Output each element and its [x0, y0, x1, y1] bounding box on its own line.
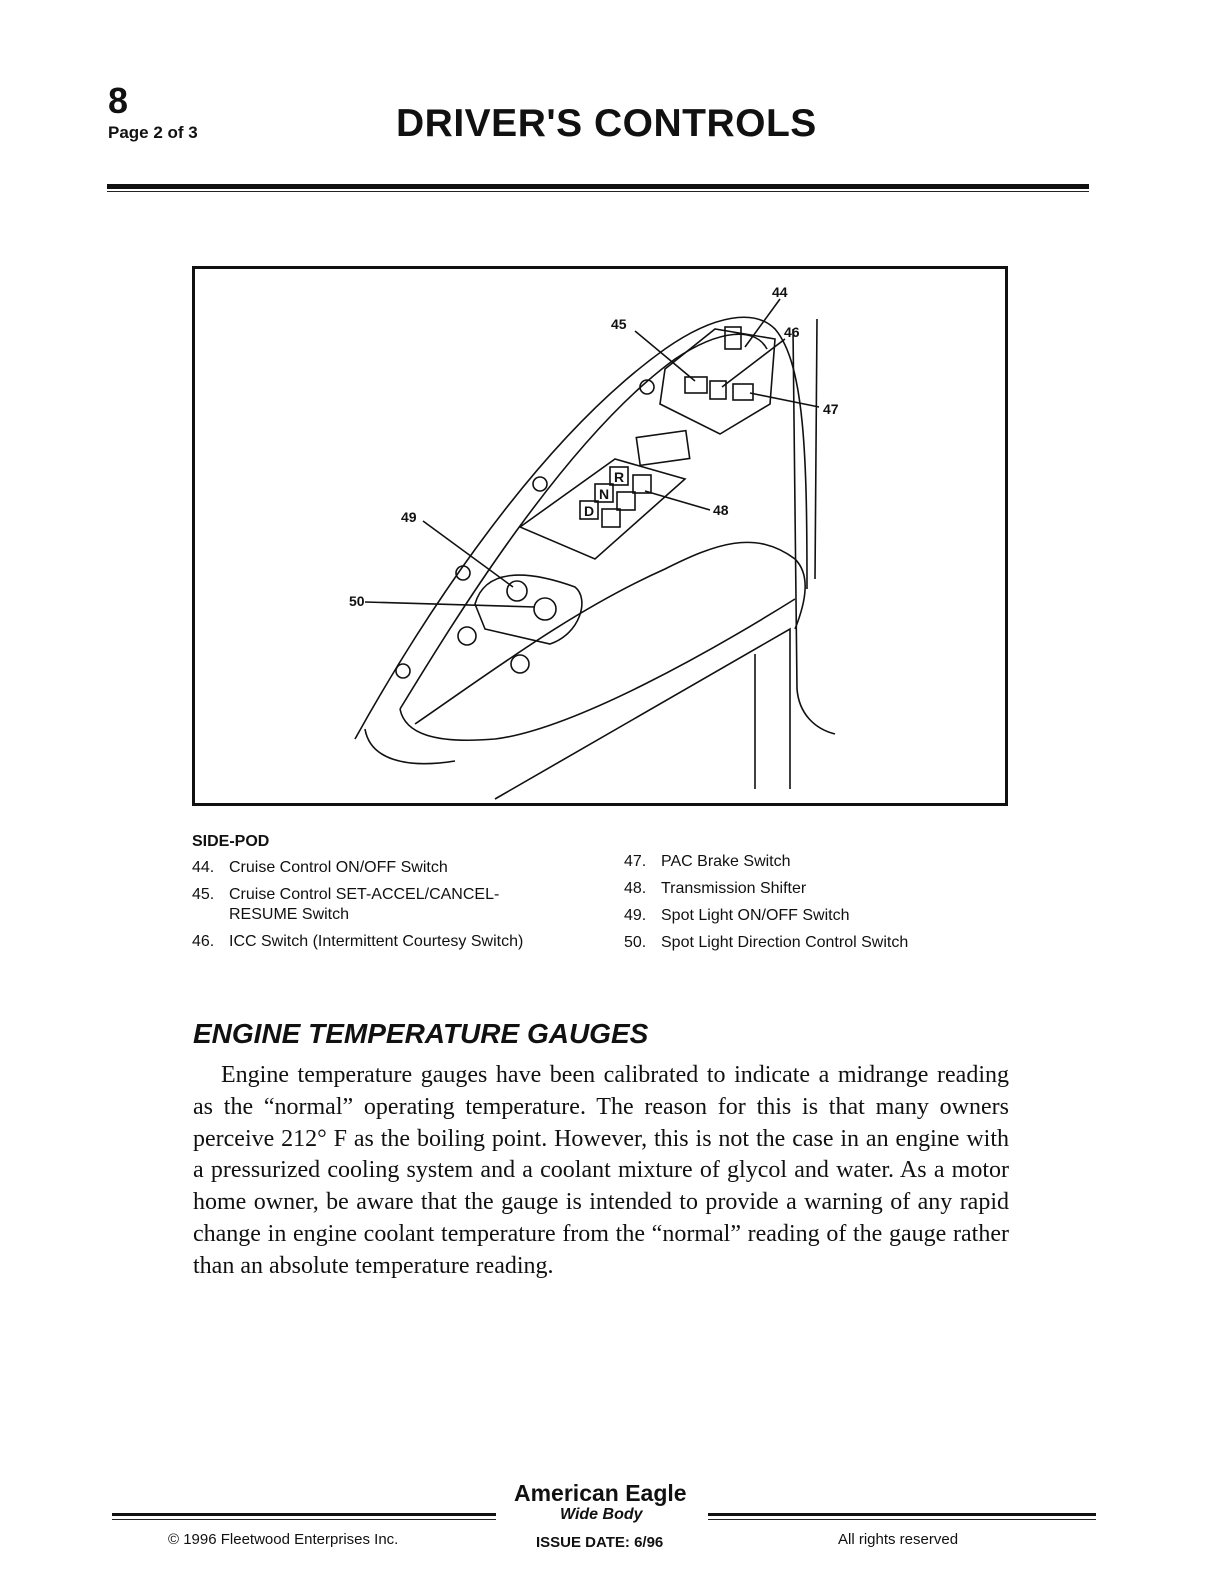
console-bezel: [400, 334, 767, 709]
shifter-label-d: D: [584, 503, 595, 519]
right-post: [793, 329, 835, 734]
legend-item-text: ICC Switch (Intermittent Courtesy Switch): [229, 933, 524, 950]
icc-switch: [710, 381, 726, 399]
legend-item-number: 47.: [624, 853, 647, 870]
screw: [396, 664, 410, 678]
callout-44: 44: [772, 284, 788, 300]
legend-item: [624, 848, 984, 875]
callout-50: 50: [349, 593, 365, 609]
side-pod-illustration: [195, 269, 1005, 803]
footer-brand: American Eagle: [514, 1480, 687, 1506]
legend-item: [624, 902, 984, 929]
spotlight-panel: [475, 575, 582, 644]
shifter-button-mode: [633, 475, 651, 493]
console-inner-edge: [415, 542, 805, 724]
screw: [533, 477, 547, 491]
legend-item: [192, 854, 572, 881]
legend-left-column: [192, 854, 572, 955]
footer-rule-right: [708, 1513, 1096, 1516]
footer-issue-date: ISSUE DATE: 6/96: [536, 1534, 664, 1551]
leader-48: [645, 491, 710, 510]
header-rule: [107, 184, 1089, 189]
footer-copyright: © 1996 Fleetwood Enterprises Inc.: [168, 1531, 399, 1548]
legend-item-number: 49.: [624, 907, 647, 924]
callout-49: 49: [401, 509, 417, 525]
screw: [458, 627, 476, 645]
callout-47: 47: [823, 401, 839, 417]
leader-46: [722, 339, 785, 387]
shifter-button-down: [602, 509, 620, 527]
header-rule-thin: [107, 191, 1089, 192]
leader-50: [365, 602, 535, 607]
legend-item-text: Spot Light ON/OFF Switch: [661, 907, 850, 924]
callout-48: 48: [713, 502, 729, 518]
cabinet-line: [495, 629, 790, 799]
right-post-2: [815, 319, 817, 579]
page-title: DRIVER'S CONTROLS: [396, 102, 817, 145]
legend-heading: SIDE-POD: [192, 833, 270, 850]
shifter-label-n: N: [599, 486, 610, 502]
legend-item-text: Cruise Control SET-ACCEL/CANCEL-RESUME Switch: [229, 886, 500, 923]
footer-rule-left: [112, 1513, 496, 1516]
legend-item-number: 45.: [192, 886, 215, 903]
legend-item: [192, 881, 572, 928]
legend-item-text: Cruise Control ON/OFF Switch: [229, 859, 448, 876]
shifter-button-up: [617, 492, 635, 510]
footer-rule-right-thin: [708, 1519, 1096, 1520]
page-label: Page 2 of 3: [108, 123, 198, 142]
callout-46: 46: [784, 324, 800, 340]
section-heading: ENGINE TEMPERATURE GAUGES: [193, 1018, 649, 1049]
body-paragraph: Engine temperature gauges have been calibrated to indicate a midrange reading as the “normal” operating temperature. The reason for this is that many owners perceive 212° F as the boiling point. However, this is not the case in an engine with a pressurized cooling system and a coolant mixture of glycol and water. As a motor home owner, be aware that the gauge is intended to provide a warning of any rapid change in engine coolant temperature from the “normal” reading of the gauge rather than an absolute temperature reading.: [193, 1062, 1009, 1279]
screw: [511, 655, 529, 673]
callout-45: 45: [611, 316, 627, 332]
footer-rule-left-thin: [112, 1519, 496, 1520]
cruise-set-switch: [685, 377, 707, 393]
legend-item: [624, 929, 984, 956]
legend-item-number: 44.: [192, 859, 215, 876]
side-pod-figure: [192, 266, 1008, 806]
legend-item-text: Transmission Shifter: [661, 880, 807, 897]
spotlight-direction-switch: [534, 598, 556, 620]
legend-item: [624, 875, 984, 902]
display-window: [636, 431, 689, 466]
footer-model: Wide Body: [560, 1506, 643, 1523]
legend-right-column: [624, 848, 984, 956]
console-outer-shell: [355, 317, 807, 739]
leader-47: [750, 393, 819, 407]
legend-item-number: 46.: [192, 933, 215, 950]
legend-item-text: PAC Brake Switch: [661, 853, 791, 870]
legend-item-number: 48.: [624, 880, 647, 897]
console-base: [400, 599, 795, 740]
legend-item: [192, 928, 572, 955]
legend-item-number: 50.: [624, 934, 647, 951]
shifter-label-r: R: [614, 469, 625, 485]
legend-item-text: Spot Light Direction Control Switch: [661, 934, 909, 951]
pac-brake-switch: [733, 384, 753, 400]
chapter-number: 8: [108, 80, 129, 121]
footer-rights: All rights reserved: [838, 1531, 959, 1548]
console-lip: [365, 729, 455, 764]
